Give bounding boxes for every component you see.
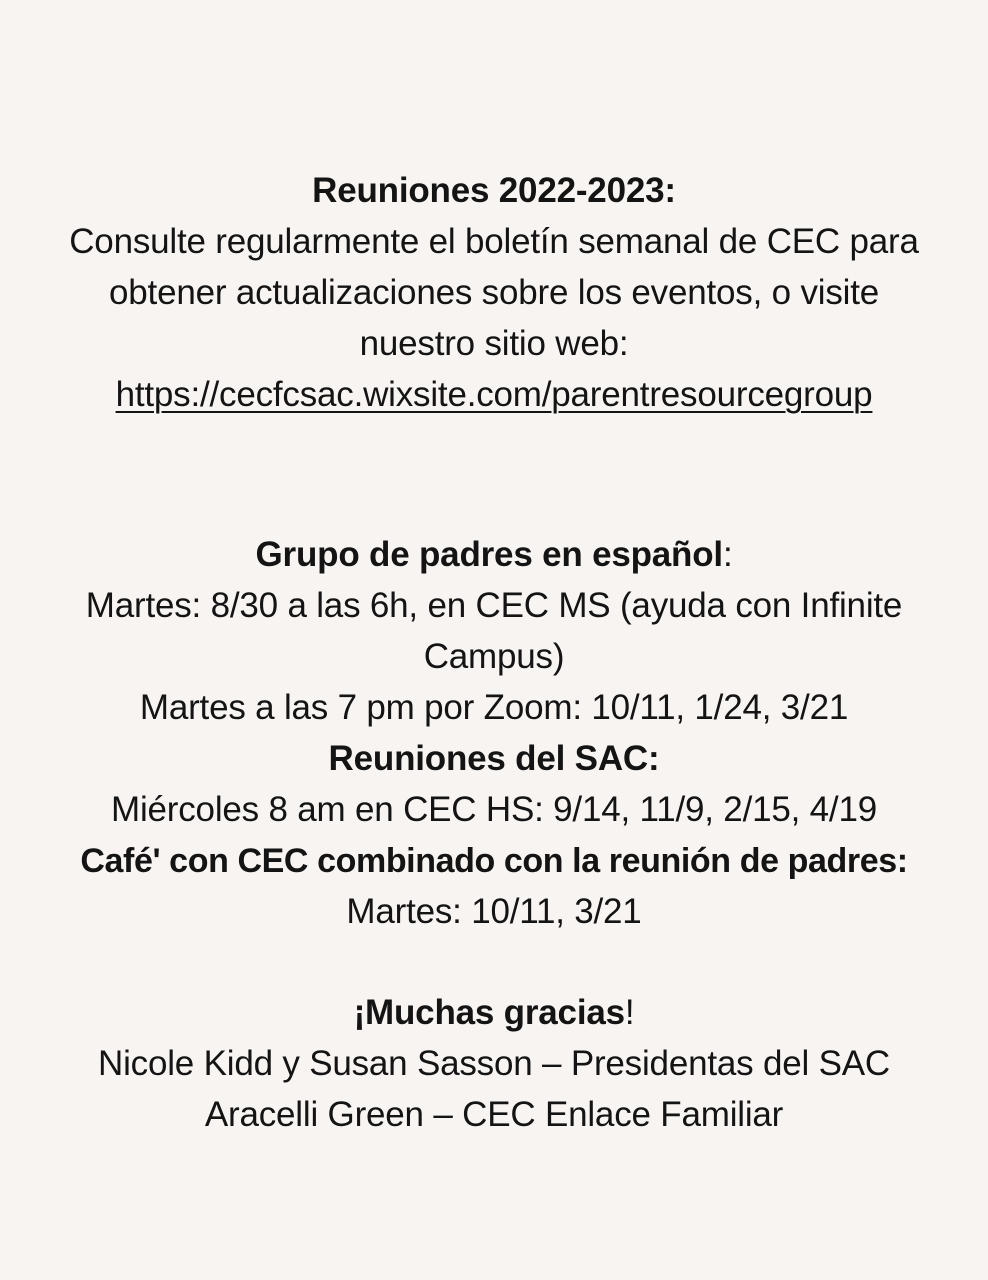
spanish-group-line-1: Martes: 8/30 a las 6h, en CEC MS (ayuda con Infinite (85, 586, 903, 625)
spanish-group-heading-colon: : (722, 535, 733, 574)
thanks-row (0, 988, 988, 1038)
sac-heading: Reuniones del SAC: (328, 739, 660, 778)
website-link-row (0, 370, 988, 420)
meetings-intro-line-2: obtener actualizaciones sobre los eventos, o visite (109, 273, 879, 312)
sac-line-1: Miércoles 8 am en CEC HS: 9/14, 11/9, 2/15, 4/19 (111, 790, 877, 829)
spanish-group-line-2: Campus) (423, 637, 565, 676)
thanks-text: ¡Muchas gracias (353, 993, 625, 1032)
spanish-group-line-3: Martes a las 7 pm por Zoom: 10/11, 1/24, 3/21 (139, 688, 849, 727)
website-link[interactable]: https://cecfcsac.wixsite.com/parentresourcegroup (115, 375, 873, 414)
cafe-heading: Café' con CEC combinado con la reunión de padres: (80, 842, 908, 880)
thanks-exclamation: ! (624, 993, 635, 1032)
signature-line-2: Aracelli Green – CEC Enlace Familiar (204, 1095, 784, 1134)
signature-line-1: Nicole Kidd y Susan Sasson – Presidentas del SAC (98, 1044, 890, 1083)
cafe-line-1: Martes: 10/11, 3/21 (346, 892, 642, 931)
spanish-group-heading-row (0, 530, 988, 580)
meetings-title: Reuniones 2022-2023: (312, 171, 676, 210)
spanish-group-heading: Grupo de padres en español (255, 535, 723, 574)
meetings-intro-line-1: Consulte regularmente el boletín semanal de CEC para (69, 222, 919, 261)
meetings-intro-line-3: nuestro sitio web: (359, 324, 629, 363)
